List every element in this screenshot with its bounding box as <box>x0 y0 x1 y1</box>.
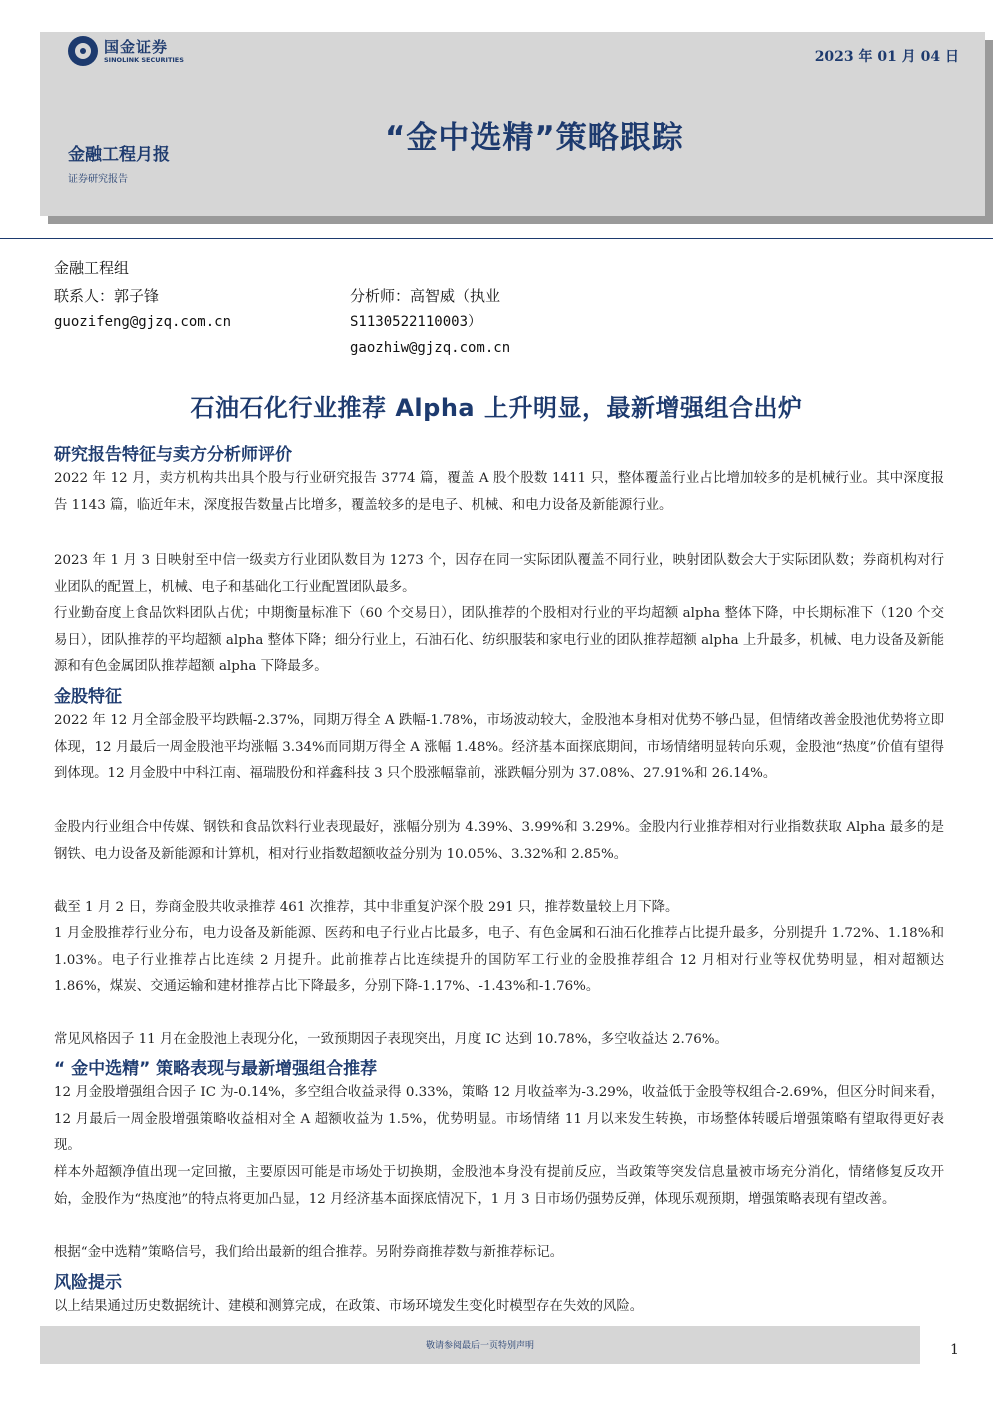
paragraph: 常见风格因子 11 月在金股池上表现分化，一致预期因子表现突出，月度 IC 达到 10.78%，多空收益达 2.76%。 <box>54 1032 728 1047</box>
header-divider <box>0 238 993 239</box>
disclaimer-note: 敬请参阅最后一页特别声明 <box>425 1341 534 1351</box>
analyst-name: 分析师：高智威（执业 <box>350 287 501 305</box>
section-heading-strategy: “ 金中选精” 策略表现与最新增强组合推荐 <box>54 1059 378 1079</box>
company-logo <box>68 36 184 66</box>
report-type: 证券研究报告 <box>68 174 128 185</box>
paragraph: 金股内行业组合中传媒、钢铁和食品饮料行业表现最好，涨幅分别为 4.39%、3.99%和 3.29%。金股内行业推荐相对行业指数获取 Alpha 最多的是钢铁、电力设备及新能源和计算机，相对行业指数超额收益分别为 10.05%、3.32%和 2.85%。 <box>54 820 944 862</box>
report-date: 2023 年 01 月 04 日 <box>814 49 959 65</box>
contact-person: 联系人：郭子锋 <box>54 287 160 305</box>
analyst-email[interactable]: gaozhiw@gjzq.com.cn <box>350 340 511 356</box>
paragraph: 12 月金股增强组合因子 IC 为-0.14%，多空组合收益录得 0.33%，策略 12 月收益率为-3.29%，收益低于金股等权组合-2.69%，但区分时间来看，12 月最后一周金股增强策略收益相对全 A 超额收益为 1.5%，优势明显。市场情绪 11 月以来发生转换，市场整体转暖后增强策略有望取得更好表现。 <box>54 1085 944 1153</box>
report-series: 金融工程月报 <box>68 145 170 165</box>
logo-name-cn: 国金证券 <box>104 37 169 56</box>
report-title: “金中选精”策略跟踪 <box>385 120 684 156</box>
report-headline: 石油石化行业推荐 Alpha 上升明显，最新增强组合出炉 <box>190 394 803 422</box>
logo-name-en: SINOLINK SECURITIES <box>104 55 184 64</box>
section-heading-risk: 风险提示 <box>54 1273 122 1293</box>
paragraph: 2022 年 12 月，卖方机构共出具个股与行业研究报告 3774 篇，覆盖 A 股个股数 1411 只，整体覆盖行业占比增加较多的是机械行业。其中深度报告 1143 篇，临近年末，深度报告数量占比增多，覆盖较多的是电子、机械、和电力设备及新能源行业。 <box>54 471 944 513</box>
contact-email[interactable]: guozifeng@gjzq.com.cn <box>54 314 232 330</box>
analyst-certificate: S1130522110003） <box>350 314 483 330</box>
paragraph: 2022 年 12 月全部金股平均跌幅-2.37%，同期万得全 A 跌幅-1.78%，市场波动较大，金股池本身相对优势不够凸显，但情绪改善金股池优势将立即体现，12 月最后一周金股池平均涨幅 3.34%而同期万得全 A 涨幅 1.48%。经济基本面探底期间，市场情绪明显转向乐观，金股池“热度”价值有望得到体现。12 月金股中中科江南、福瑞股份和祥鑫科技 3 只个股涨幅靠前，涨跌幅分别为 37.08%、27.91%和 26.14%。 <box>54 713 944 781</box>
paragraph: 样本外超额净值出现一定回撤，主要原因可能是市场处于切换期，金股池本身没有提前反应，当政策等突发信息量被市场充分消化，情绪修复反攻开始，金股作为“热度池”的特点将更加凸显，12 月经济基本面探底情况下，1 月 3 日市场仍强势反弹，体现乐观预期，增强策略表现有望改善。 <box>54 1165 944 1207</box>
report-header <box>40 32 985 216</box>
paragraph: 1 月金股推荐行业分布，电力设备及新能源、医药和电子行业占比最多，电子、有色金属和石油石化推荐占比提升最多，分别提升 1.72%、1.18%和 1.03%。电子行业推荐占比连续 2 月提升。此前推荐占比连续提升的国防军工行业的金股推荐组合 12 月相对行业等权优势明显，相对超额达 1.86%，煤炭、交通运输和建材推荐占比下降最多，分别下降-1.17%、-1.43%和-1.76%。 <box>54 926 944 994</box>
page-number: 1 <box>950 1342 959 1358</box>
paragraph: 2023 年 1 月 3 日映射至中信一级卖方行业团队数目为 1273 个，因存在同一实际团队覆盖不同行业，映射团队数会大于实际团队数；券商机构对行业团队的配置上，机械、电子和基础化工行业配置团队最多。 <box>54 553 944 595</box>
team-name: 金融工程组 <box>54 259 130 277</box>
section-heading-golden-stocks: 金股特征 <box>54 687 122 707</box>
paragraph: 根据“金中选精”策略信号，我们给出最新的组合推荐。另附券商推荐数与新推荐标记。 <box>54 1245 564 1260</box>
section-heading-research: 研究报告特征与卖方分析师评价 <box>54 445 292 465</box>
logo-emblem-icon <box>68 36 98 66</box>
paragraph: 截至 1 月 2 日，券商金股共收录推荐 461 次推荐，其中非重复沪深个股 291 只，推荐数量较上月下降。 <box>54 900 679 915</box>
paragraph: 以上结果通过历史数据统计、建模和测算完成，在政策、市场环境发生变化时模型存在失效的风险。 <box>54 1299 644 1314</box>
paragraph: 行业勤奋度上食品饮料团队占优；中期衡量标准下（60 个交易日），团队推荐的个股相对行业的平均超额 alpha 整体下降，中长期标准下（120 个交易日），团队推荐的平均超额 alpha 整体下降；细分行业上，石油石化、纺织服装和家电行业的团队推荐超额 alpha 上升最多，机械、电力设备及新能源和有色金属团队推荐超额 alpha 下降最多。 <box>54 606 944 674</box>
footer-bar <box>40 1326 920 1364</box>
